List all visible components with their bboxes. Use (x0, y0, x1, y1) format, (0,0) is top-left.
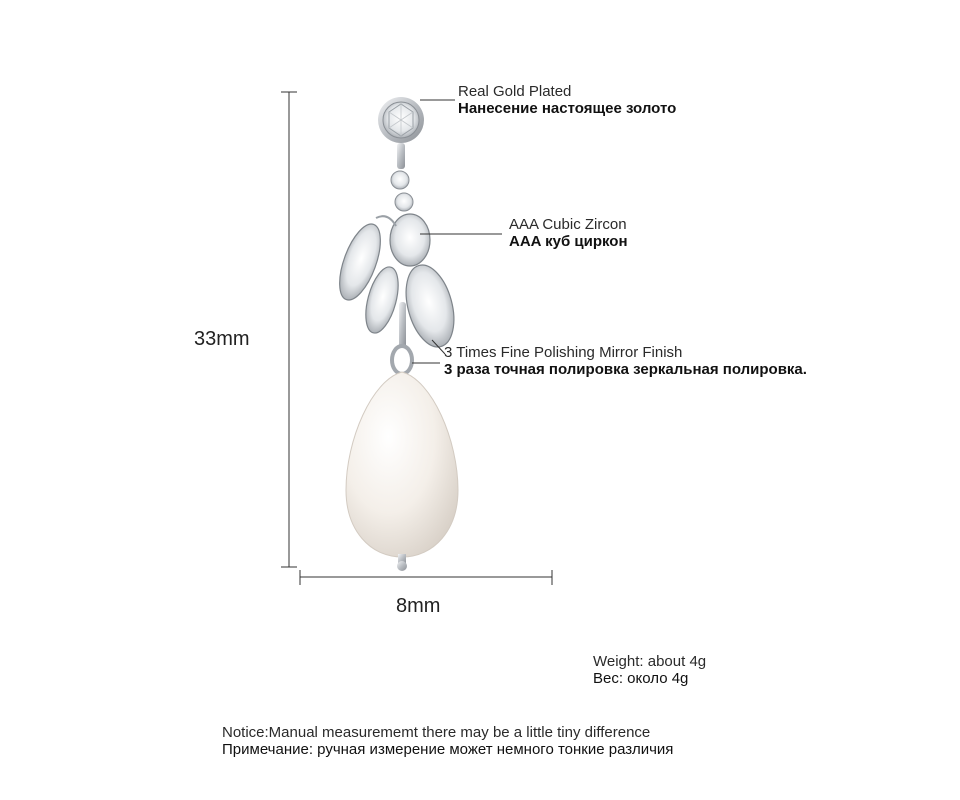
height-label: 33mm (194, 328, 250, 350)
notice-ru: Примечание: ручная измерение может немного тонкие различия (222, 741, 674, 758)
annotation-gold-ru: Нанесение настоящее золото (458, 100, 677, 117)
width-label: 8mm (396, 595, 441, 617)
annotation-gold-en: Real Gold Plated (458, 83, 572, 100)
weight-ru: Вес: около 4g (593, 670, 689, 687)
notice (222, 724, 673, 758)
marquise-gem-cluster (331, 214, 462, 352)
annotation-zircon (509, 216, 628, 250)
annotation-polish-en: 3 Times Fine Polishing Mirror Finish (444, 344, 683, 361)
connector-link (397, 143, 405, 169)
notice-en: Notice:Manual measurememt there may be a little tiny difference (222, 724, 651, 741)
height-dimension-line (281, 92, 297, 567)
pearl-pin (397, 554, 407, 571)
width-dimension-line (300, 570, 552, 585)
annotation-zircon-en: AAA Cubic Zircon (509, 216, 627, 233)
annotation-gold (458, 83, 676, 117)
annotation-polish (444, 344, 807, 378)
top-stud-gem (378, 97, 424, 143)
weight-en: Weight: about 4g (593, 653, 707, 670)
annotation-zircon-ru: AAA куб циркон (509, 233, 628, 250)
teardrop-pearl (346, 372, 458, 557)
annotation-polish-ru: 3 раза точная полировка зеркальная полировка. (444, 361, 807, 378)
weight-info (593, 653, 706, 687)
small-gems (391, 171, 413, 211)
